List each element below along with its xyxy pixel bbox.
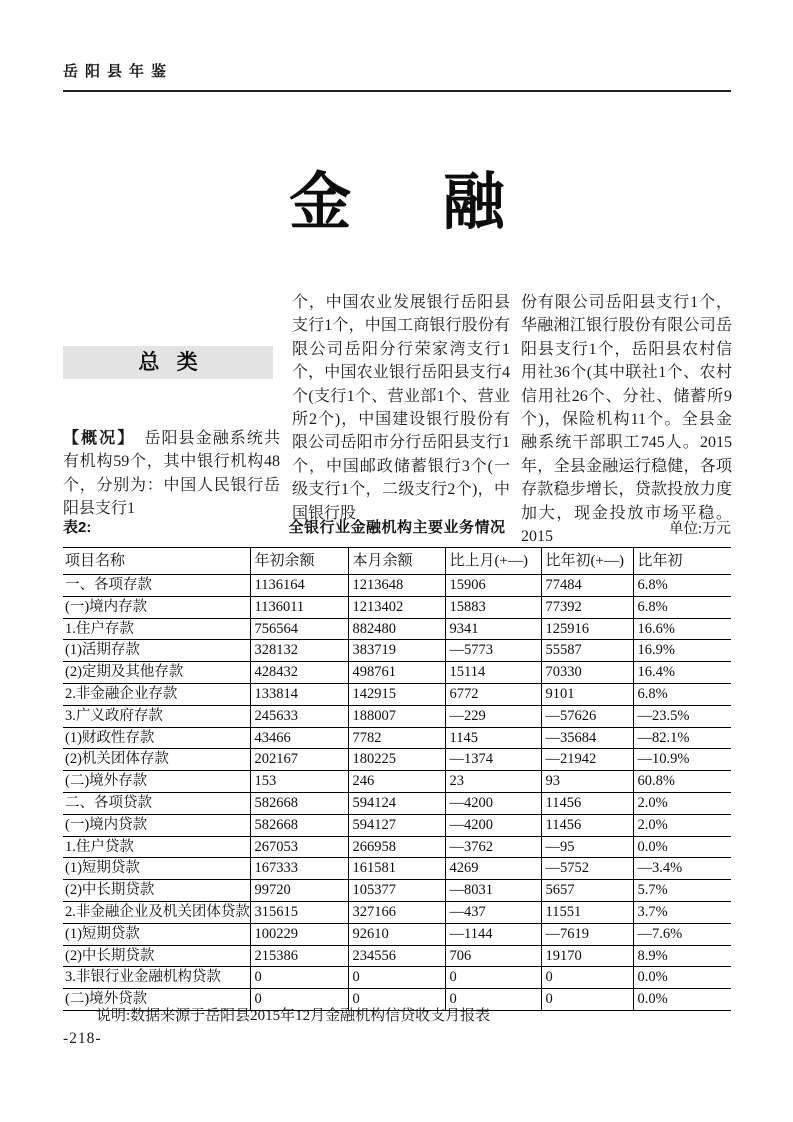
table-row xyxy=(63,814,731,836)
value-cell: 0.0% xyxy=(633,967,731,989)
item-name-cell: (二)境外贷款 xyxy=(63,989,250,1011)
table-row xyxy=(63,945,731,967)
value-cell: —4200 xyxy=(445,792,541,814)
value-cell: 0 xyxy=(348,989,445,1011)
value-cell: 1145 xyxy=(445,727,541,749)
value-cell: 15114 xyxy=(445,662,541,684)
value-cell: 428432 xyxy=(250,662,348,684)
value-cell: 582668 xyxy=(250,814,348,836)
value-cell: 0 xyxy=(445,967,541,989)
value-cell: 7782 xyxy=(348,727,445,749)
value-cell: 105377 xyxy=(348,880,445,902)
table-row xyxy=(63,749,731,771)
value-cell: 246 xyxy=(348,771,445,793)
table-head xyxy=(63,548,731,575)
value-cell: —4200 xyxy=(445,814,541,836)
value-cell: 125916 xyxy=(541,618,633,640)
table-row xyxy=(63,662,731,684)
value-cell: 6.8% xyxy=(633,683,731,705)
value-cell: —10.9% xyxy=(633,749,731,771)
value-cell: 93 xyxy=(541,771,633,793)
chapter-title: 金 融 xyxy=(289,169,505,237)
value-cell: 6.8% xyxy=(633,596,731,618)
value-cell: 0 xyxy=(348,967,445,989)
value-cell: —7619 xyxy=(541,923,633,945)
value-cell: —23.5% xyxy=(633,705,731,727)
item-name-cell: 2.非金融企业存款 xyxy=(63,683,250,705)
table-row xyxy=(63,771,731,793)
value-cell: 315615 xyxy=(250,901,348,923)
value-cell: 9341 xyxy=(445,618,541,640)
table-footnote: 说明:数据来源于岳阳县2015年12月金融机构信贷收支月报表 xyxy=(96,1008,491,1024)
value-cell: 5.7% xyxy=(633,880,731,902)
table-row xyxy=(63,705,731,727)
item-name-cell: 二、各项贷款 xyxy=(63,792,250,814)
value-cell: —57626 xyxy=(541,705,633,727)
value-cell: 0 xyxy=(250,967,348,989)
value-cell: 9101 xyxy=(541,683,633,705)
body-column-1 xyxy=(63,427,280,521)
value-cell: 77392 xyxy=(541,596,633,618)
body-column-2 xyxy=(292,291,510,525)
value-cell: 11551 xyxy=(541,901,633,923)
value-cell: 23 xyxy=(445,771,541,793)
value-cell: 60.8% xyxy=(633,771,731,793)
value-cell: 756564 xyxy=(250,618,348,640)
running-head: 岳阳县年鉴 xyxy=(63,63,174,80)
value-cell: 6.8% xyxy=(633,575,731,597)
value-cell: 327166 xyxy=(348,901,445,923)
item-name-cell: (1)活期存款 xyxy=(63,640,250,662)
value-cell: 594127 xyxy=(348,814,445,836)
body-text-1: 岳阳县金融系统共有机构59个，其中银行机构48个，分别为：中国人民银行岳阳县支行1 xyxy=(63,430,280,518)
value-cell: 55587 xyxy=(541,640,633,662)
value-cell: 266958 xyxy=(348,836,445,858)
value-cell: 706 xyxy=(445,945,541,967)
value-cell: 0.0% xyxy=(633,836,731,858)
table-unit: 单位:万元 xyxy=(668,521,731,537)
value-cell: 6772 xyxy=(445,683,541,705)
value-cell: 245633 xyxy=(250,705,348,727)
value-cell: —1374 xyxy=(445,749,541,771)
value-cell: 5657 xyxy=(541,880,633,902)
value-cell: 100229 xyxy=(250,923,348,945)
table-row xyxy=(63,836,731,858)
value-cell: 1136164 xyxy=(250,575,348,597)
item-name-cell: (2)中长期贷款 xyxy=(63,945,250,967)
table-row xyxy=(63,858,731,880)
value-cell: —82.1% xyxy=(633,727,731,749)
value-cell: 383719 xyxy=(348,640,445,662)
item-name-cell: 1.住户存款 xyxy=(63,618,250,640)
item-name-cell: (一)境内贷款 xyxy=(63,814,250,836)
value-cell: 882480 xyxy=(348,618,445,640)
column-header: 年初余额 xyxy=(250,548,348,575)
value-cell: 188007 xyxy=(348,705,445,727)
table-row xyxy=(63,727,731,749)
table-row xyxy=(63,967,731,989)
value-cell: 0 xyxy=(445,989,541,1011)
item-name-cell: (1)短期贷款 xyxy=(63,923,250,945)
item-name-cell: (1)财政性存款 xyxy=(63,727,250,749)
table-label: 表2: xyxy=(63,519,92,536)
table-title: 全银行业金融机构主要业务情况 xyxy=(288,519,506,536)
value-cell: 161581 xyxy=(348,858,445,880)
value-cell: 202167 xyxy=(250,749,348,771)
value-cell: 43466 xyxy=(250,727,348,749)
value-cell: 2.0% xyxy=(633,814,731,836)
item-name-cell: (2)机关团体存款 xyxy=(63,749,250,771)
item-name-cell: (1)短期贷款 xyxy=(63,858,250,880)
table-header-row xyxy=(63,548,731,575)
value-cell: 16.6% xyxy=(633,618,731,640)
value-cell: —3762 xyxy=(445,836,541,858)
item-name-cell: (二)境外存款 xyxy=(63,771,250,793)
value-cell: 142915 xyxy=(348,683,445,705)
table-row xyxy=(63,923,731,945)
value-cell: 267053 xyxy=(250,836,348,858)
body-text-2: 个，中国农业发展银行岳阳县支行1个，中国工商银行股份有限公司岳阳分行荣家湾支行1个，中国农业银行岳阳县支行4个(支行1个、营业部1个、营业所2个)，中国建设银行股份有限公司岳阳市分行岳阳县支行1个，中国邮政储蓄银行3个(一级支行1个，二级支行2个)，中国银行股 xyxy=(292,294,510,522)
item-name-cell: (2)中长期贷款 xyxy=(63,880,250,902)
value-cell: —8031 xyxy=(445,880,541,902)
item-name-cell: (2)定期及其他存款 xyxy=(63,662,250,684)
column-header: 项目名称 xyxy=(63,548,250,575)
running-head-rule xyxy=(63,90,731,92)
value-cell: —3.4% xyxy=(633,858,731,880)
value-cell: 328132 xyxy=(250,640,348,662)
value-cell: 1213648 xyxy=(348,575,445,597)
value-cell: 99720 xyxy=(250,880,348,902)
value-cell: 8.9% xyxy=(633,945,731,967)
value-cell: —5752 xyxy=(541,858,633,880)
value-cell: —437 xyxy=(445,901,541,923)
section-heading: 总 类 xyxy=(138,350,198,374)
table-row xyxy=(63,575,731,597)
table-row xyxy=(63,596,731,618)
value-cell: 77484 xyxy=(541,575,633,597)
table-body xyxy=(63,575,731,1011)
value-cell: —35684 xyxy=(541,727,633,749)
item-name-cell: 3.非银行业金融机构贷款 xyxy=(63,967,250,989)
value-cell: 133814 xyxy=(250,683,348,705)
table-row xyxy=(63,618,731,640)
value-cell: —95 xyxy=(541,836,633,858)
value-cell: 4269 xyxy=(445,858,541,880)
column-header: 比上月(+—) xyxy=(445,548,541,575)
value-cell: 11456 xyxy=(541,792,633,814)
value-cell: —21942 xyxy=(541,749,633,771)
value-cell: 15883 xyxy=(445,596,541,618)
value-cell: 92610 xyxy=(348,923,445,945)
item-name-cell: 3.广义政府存款 xyxy=(63,705,250,727)
value-cell: 11456 xyxy=(541,814,633,836)
body-text-3: 份有限公司岳阳县支行1个，华融湘江银行股份有限公司岳阳县支行1个，岳阳县农村信用社36个(其中联社1个、农村信用社26个、分社、储蓄所9个)，保险机构11个。全县金融系统干部职工745人。2015年，全县金融运行稳健，各项存款稳步增长，贷款投放力度加大，现金投放市场平稳。2015 xyxy=(521,294,732,546)
value-cell: 1213402 xyxy=(348,596,445,618)
column-header: 本月余额 xyxy=(348,548,445,575)
value-cell: 19170 xyxy=(541,945,633,967)
table-row xyxy=(63,880,731,902)
value-cell: 70330 xyxy=(541,662,633,684)
table-row xyxy=(63,683,731,705)
value-cell: —229 xyxy=(445,705,541,727)
value-cell: 0 xyxy=(250,989,348,1011)
value-cell: 594124 xyxy=(348,792,445,814)
item-name-cell: 1.住户贷款 xyxy=(63,836,250,858)
item-name-cell: 一、各项存款 xyxy=(63,575,250,597)
value-cell: 3.7% xyxy=(633,901,731,923)
table-row xyxy=(63,792,731,814)
value-cell: 582668 xyxy=(250,792,348,814)
column-header: 比年初 xyxy=(633,548,731,575)
value-cell: 2.0% xyxy=(633,792,731,814)
table-row xyxy=(63,901,731,923)
value-cell: 16.9% xyxy=(633,640,731,662)
value-cell: 15906 xyxy=(445,575,541,597)
value-cell: 167333 xyxy=(250,858,348,880)
value-cell: 234556 xyxy=(348,945,445,967)
body-column-3 xyxy=(521,291,732,548)
value-cell: —7.6% xyxy=(633,923,731,945)
value-cell: 0 xyxy=(541,989,633,1011)
value-cell: 153 xyxy=(250,771,348,793)
table-caption-row xyxy=(63,516,731,536)
page-number: -218- xyxy=(63,1030,102,1047)
item-name-cell: (一)境内存款 xyxy=(63,596,250,618)
item-name-cell: 2.非金融企业及机关团体贷款 xyxy=(63,901,250,923)
value-cell: 498761 xyxy=(348,662,445,684)
column-header: 比年初(+—) xyxy=(541,548,633,575)
value-cell: 1136011 xyxy=(250,596,348,618)
value-cell: 180225 xyxy=(348,749,445,771)
section-heading-box xyxy=(63,346,273,379)
value-cell: 0 xyxy=(541,967,633,989)
finance-table xyxy=(63,547,731,1011)
table-row xyxy=(63,640,731,662)
value-cell: —1144 xyxy=(445,923,541,945)
value-cell: —5773 xyxy=(445,640,541,662)
value-cell: 16.4% xyxy=(633,662,731,684)
value-cell: 215386 xyxy=(250,945,348,967)
value-cell: 0.0% xyxy=(633,989,731,1011)
overview-label: 【概况】 xyxy=(63,430,136,447)
